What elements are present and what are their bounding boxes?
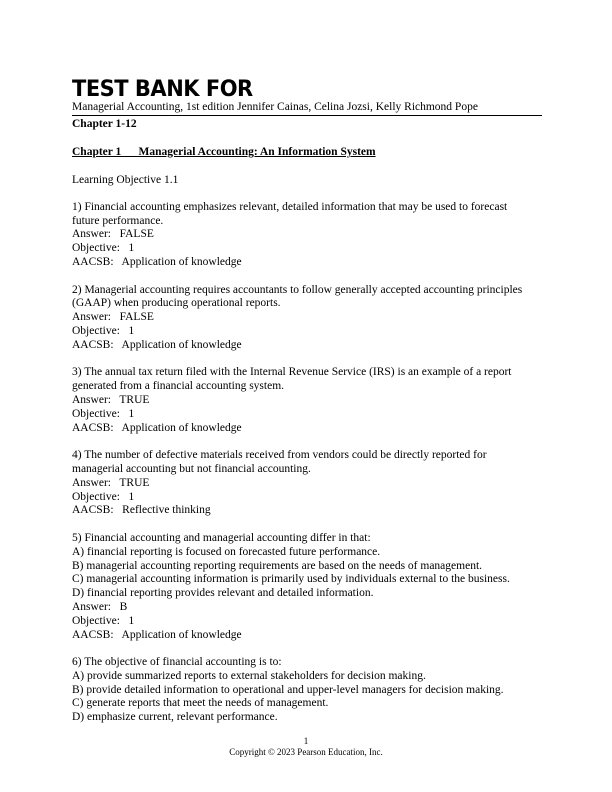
aacsb-line: AACSB: Application of knowledge [72, 628, 242, 641]
question-text-line: 2) Managerial accounting requires accountants to follow generally accepted accounting principles [72, 283, 523, 296]
answer-choice-a: A) financial reporting is focused on forecasted future performance. [72, 545, 381, 558]
copyright-notice: Copyright © 2023 Pearson Education, Inc. [229, 747, 383, 757]
objective-line: Objective: 1 [72, 242, 135, 255]
test-bank-heading: TEST BANK FOR [72, 75, 253, 102]
objective-line: Objective: 1 [72, 324, 135, 337]
question-3 [72, 366, 542, 435]
aacsb-line: AACSB: Application of knowledge [72, 255, 242, 268]
question-text-line: managerial accounting but not financial accounting. [72, 462, 311, 475]
question-2 [72, 284, 542, 353]
question-4 [72, 449, 542, 518]
answer-choice-b: B) managerial accounting reporting requirements are based on the needs of management. [72, 559, 483, 572]
answer-choice-a: A) provide summarized reports to external stakeholders for decision making. [72, 669, 426, 682]
answer-choice-c: C) managerial accounting information is primarily used by individuals external to the business. [72, 573, 510, 586]
aacsb-line: AACSB: Reflective thinking [72, 504, 211, 517]
document-page [72, 77, 542, 725]
answer-choice-c: C) generate reports that meet the needs of management. [72, 697, 329, 710]
question-5 [72, 532, 542, 642]
answer-line: Answer: FALSE [72, 311, 154, 324]
answer-line: Answer: FALSE [72, 228, 154, 241]
page-number: 1 [303, 736, 309, 746]
aacsb-line: AACSB: Application of knowledge [72, 421, 242, 434]
page-footer [0, 736, 612, 758]
question-1 [72, 201, 542, 270]
question-text-line: 6) The objective of financial accounting is to: [72, 656, 282, 669]
question-text-line: (GAAP) when producing operational reports. [72, 297, 281, 310]
book-subtitle: Managerial Accounting, 1st edition Jennifer Cainas, Celina Jozsi, Kelly Richmond Pope [72, 100, 542, 116]
question-text-line: future performance. [72, 214, 164, 227]
question-text-line: 3) The annual tax return filed with the Internal Revenue Service (IRS) is an example of a report [72, 366, 512, 379]
answer-choice-d: D) emphasize current, relevant performance. [72, 711, 278, 724]
aacsb-line: AACSB: Application of knowledge [72, 338, 242, 351]
answer-choice-d: D) financial reporting provides relevant and detailed information. [72, 587, 374, 600]
question-text-line: 1) Financial accounting emphasizes relevant, detailed information that may be used to forecast [72, 200, 508, 213]
question-text-line: 4) The number of defective materials received from vendors could be directly reported for [72, 449, 487, 462]
answer-line: Answer: TRUE [72, 393, 150, 406]
question-text-line: generated from a financial accounting system. [72, 380, 285, 393]
objective-line: Objective: 1 [72, 614, 135, 627]
answer-line: Answer: B [72, 600, 128, 613]
question-6 [72, 656, 542, 725]
learning-objective-heading: Learning Objective 1.1 [72, 174, 179, 186]
objective-line: Objective: 1 [72, 490, 135, 503]
answer-choice-b: B) provide detailed information to operational and upper-level managers for decision making. [72, 683, 504, 696]
answer-line: Answer: TRUE [72, 476, 150, 489]
chapter-range: Chapter 1-12 [72, 118, 137, 130]
chapter-title: Chapter 1 Managerial Accounting: An Information System [72, 146, 376, 158]
objective-line: Objective: 1 [72, 407, 135, 420]
question-text-line: 5) Financial accounting and managerial accounting differ in that: [72, 531, 371, 544]
